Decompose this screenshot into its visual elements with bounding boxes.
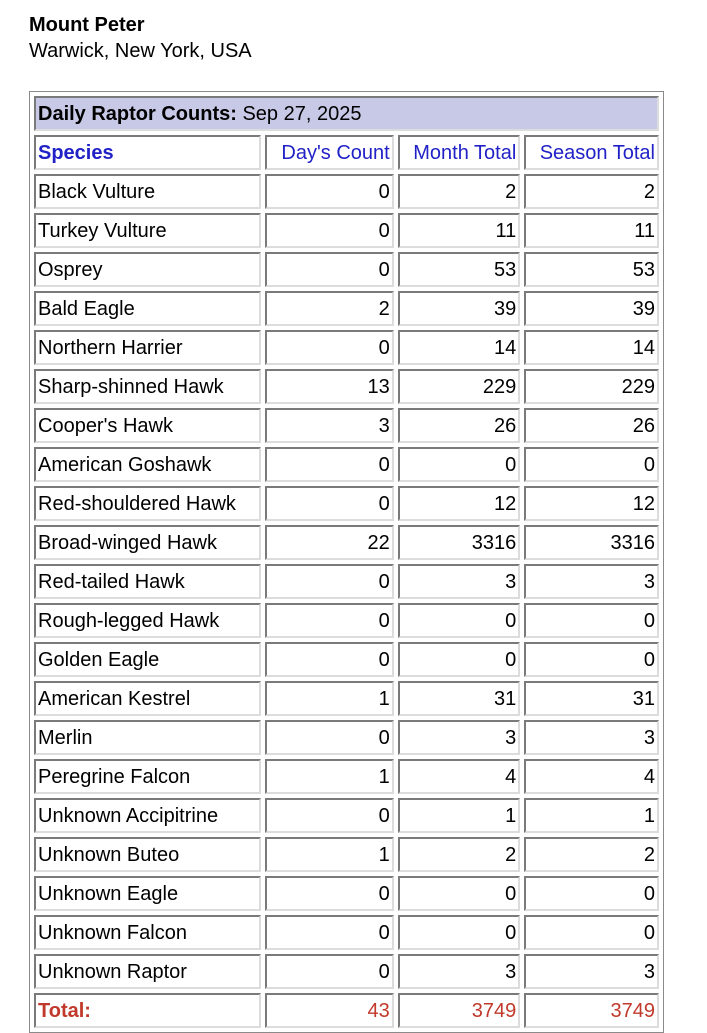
- total-label: Total:: [34, 993, 261, 1028]
- month-total: 14: [398, 330, 521, 365]
- table-row: [34, 915, 659, 950]
- site-header: [29, 12, 252, 64]
- species-name: Bald Eagle: [34, 291, 261, 326]
- table-body: [34, 174, 659, 989]
- season-total: 229: [524, 369, 659, 404]
- season-total: 53: [524, 252, 659, 287]
- total-season-total: 3749: [524, 993, 659, 1028]
- month-total: 0: [398, 447, 521, 482]
- column-header-days-count: Day's Count: [265, 135, 394, 170]
- table-row: [34, 759, 659, 794]
- total-row: [34, 993, 659, 1028]
- table-date: Sep 27, 2025: [242, 102, 362, 125]
- season-total: 2: [524, 837, 659, 872]
- species-name: American Goshawk: [34, 447, 261, 482]
- month-total: 2: [398, 837, 521, 872]
- table-row: [34, 603, 659, 638]
- days-count: 0: [265, 174, 394, 209]
- table-row: [34, 486, 659, 521]
- table-title: [34, 96, 659, 131]
- site-location: Warwick, New York, USA: [29, 40, 252, 62]
- species-name: Unknown Falcon: [34, 915, 261, 950]
- month-total: 31: [398, 681, 521, 716]
- season-total: 39: [524, 291, 659, 326]
- season-total: 4: [524, 759, 659, 794]
- table-row: [34, 408, 659, 443]
- days-count: 3: [265, 408, 394, 443]
- species-name: Cooper's Hawk: [34, 408, 261, 443]
- month-total: 3316: [398, 525, 521, 560]
- days-count: 0: [265, 252, 394, 287]
- month-total: 229: [398, 369, 521, 404]
- table-title-label: Daily Raptor Counts:: [38, 102, 237, 125]
- species-name: Turkey Vulture: [34, 213, 261, 248]
- days-count: 22: [265, 525, 394, 560]
- species-name: Unknown Eagle: [34, 876, 261, 911]
- season-total: 0: [524, 447, 659, 482]
- column-header-species: Species: [34, 135, 261, 170]
- season-total: 3316: [524, 525, 659, 560]
- month-total: 2: [398, 174, 521, 209]
- total-days-count: 43: [265, 993, 394, 1028]
- days-count: 0: [265, 213, 394, 248]
- table-row: [34, 954, 659, 989]
- column-header-row: [34, 135, 659, 170]
- species-name: Unknown Raptor: [34, 954, 261, 989]
- species-name: Red-shouldered Hawk: [34, 486, 261, 521]
- days-count: 0: [265, 720, 394, 755]
- season-total: 1: [524, 798, 659, 833]
- season-total: 2: [524, 174, 659, 209]
- month-total: 0: [398, 876, 521, 911]
- days-count: 0: [265, 642, 394, 677]
- season-total: 0: [524, 876, 659, 911]
- days-count: 1: [265, 837, 394, 872]
- species-name: Unknown Accipitrine: [34, 798, 261, 833]
- month-total: 39: [398, 291, 521, 326]
- days-count: 0: [265, 486, 394, 521]
- table-row: [34, 174, 659, 209]
- table-row: [34, 564, 659, 599]
- table-row: [34, 837, 659, 872]
- table-row: [34, 447, 659, 482]
- species-name: Golden Eagle: [34, 642, 261, 677]
- month-total: 0: [398, 915, 521, 950]
- days-count: 0: [265, 798, 394, 833]
- days-count: 0: [265, 876, 394, 911]
- table-row: [34, 720, 659, 755]
- season-total: 0: [524, 915, 659, 950]
- species-name: Merlin: [34, 720, 261, 755]
- season-total: 0: [524, 603, 659, 638]
- season-total: 3: [524, 720, 659, 755]
- season-total: 14: [524, 330, 659, 365]
- species-name: Red-tailed Hawk: [34, 564, 261, 599]
- days-count: 0: [265, 564, 394, 599]
- days-count: 0: [265, 915, 394, 950]
- season-total: 0: [524, 642, 659, 677]
- month-total: 3: [398, 564, 521, 599]
- species-name: Broad-winged Hawk: [34, 525, 261, 560]
- month-total: 0: [398, 603, 521, 638]
- days-count: 2: [265, 291, 394, 326]
- table-row: [34, 798, 659, 833]
- species-name: American Kestrel: [34, 681, 261, 716]
- table-row: [34, 369, 659, 404]
- species-name: Black Vulture: [34, 174, 261, 209]
- table-row: [34, 252, 659, 287]
- season-total: 31: [524, 681, 659, 716]
- days-count: 0: [265, 330, 394, 365]
- days-count: 0: [265, 954, 394, 989]
- species-name: Rough-legged Hawk: [34, 603, 261, 638]
- days-count: 1: [265, 681, 394, 716]
- total-month-total: 3749: [398, 993, 521, 1028]
- days-count: 0: [265, 603, 394, 638]
- season-total: 26: [524, 408, 659, 443]
- species-name: Peregrine Falcon: [34, 759, 261, 794]
- month-total: 3: [398, 954, 521, 989]
- column-header-season-total: Season Total: [524, 135, 659, 170]
- table-row: [34, 213, 659, 248]
- species-name: Northern Harrier: [34, 330, 261, 365]
- season-total: 11: [524, 213, 659, 248]
- days-count: 0: [265, 447, 394, 482]
- table-row: [34, 330, 659, 365]
- daily-raptor-counts-table: [29, 91, 664, 1033]
- table-row: [34, 876, 659, 911]
- days-count: 13: [265, 369, 394, 404]
- season-total: 3: [524, 564, 659, 599]
- month-total: 4: [398, 759, 521, 794]
- species-name: Unknown Buteo: [34, 837, 261, 872]
- table-row: [34, 642, 659, 677]
- species-name: Osprey: [34, 252, 261, 287]
- season-total: 3: [524, 954, 659, 989]
- month-total: 53: [398, 252, 521, 287]
- month-total: 26: [398, 408, 521, 443]
- table-row: [34, 291, 659, 326]
- days-count: 1: [265, 759, 394, 794]
- season-total: 12: [524, 486, 659, 521]
- month-total: 11: [398, 213, 521, 248]
- table-row: [34, 681, 659, 716]
- month-total: 0: [398, 642, 521, 677]
- column-header-month-total: Month Total: [398, 135, 521, 170]
- month-total: 12: [398, 486, 521, 521]
- month-total: 3: [398, 720, 521, 755]
- species-name: Sharp-shinned Hawk: [34, 369, 261, 404]
- table-title-row: [34, 96, 659, 131]
- site-name: Mount Peter: [29, 14, 145, 36]
- month-total: 1: [398, 798, 521, 833]
- table-row: [34, 525, 659, 560]
